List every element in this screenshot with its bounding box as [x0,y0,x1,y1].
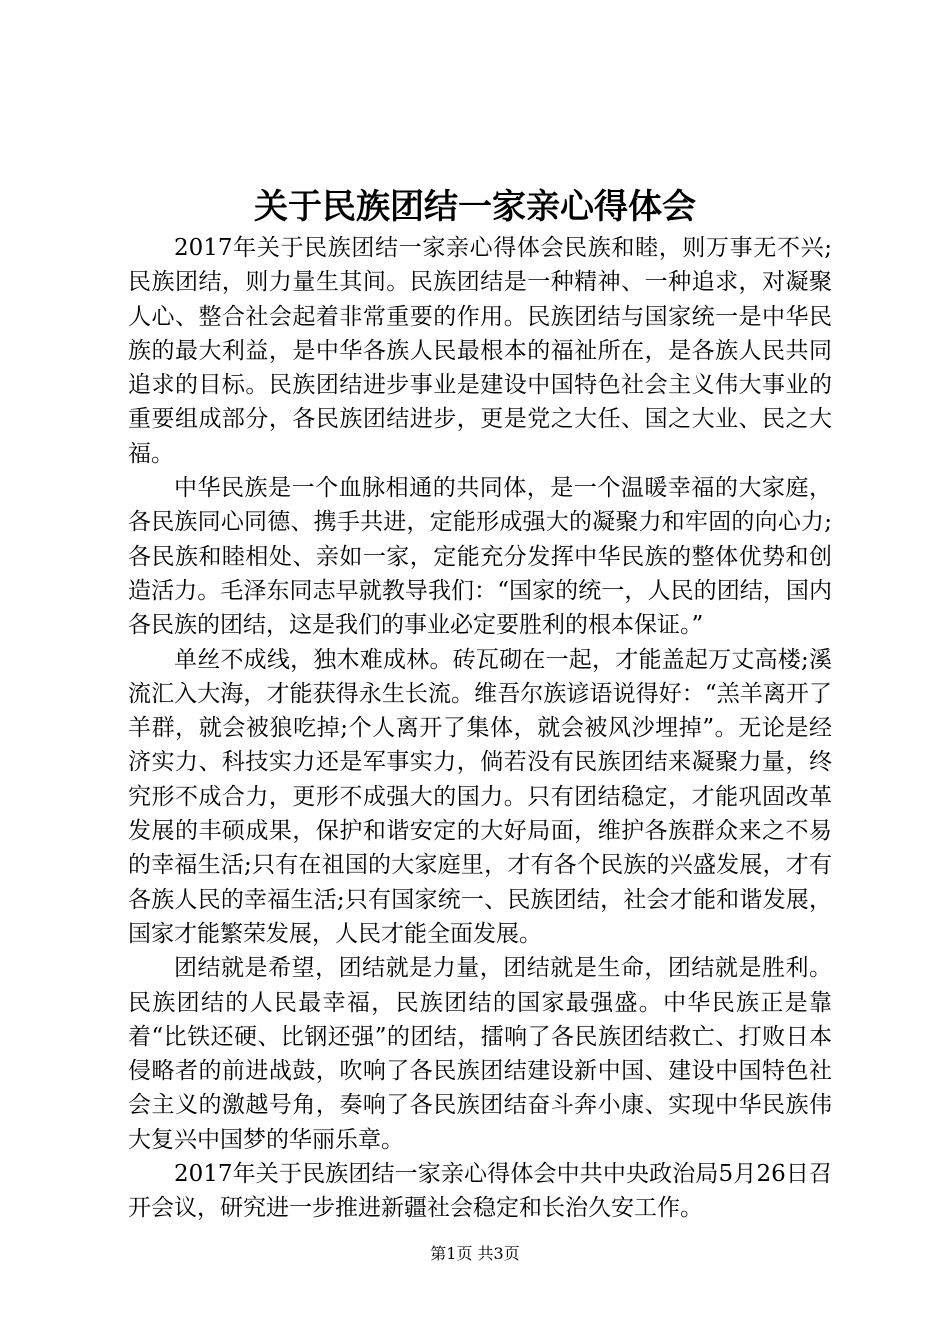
page-number-footer: 第1页 共3页 [430,1244,520,1263]
paragraph-5: 2017年关于民族团结一家亲心得体会中共中央政治局5月26日召开会议，研究进一步推进新疆社会稳定和长治久安工作。 [128,1161,832,1222]
document-title: 关于民族团结一家亲心得体会 [254,187,696,227]
paragraph-2: 中华民族是一个血脉相通的共同体，是一个温暖幸福的大家庭，各民族同心同德、携手共进，定能形成强大的凝聚力和牢固的向心力;各民族和睦相处、亲如一家，定能充分发挥中华民族的整体优势和创造活力。毛泽东同志早就教导我们：“国家的统一，人民的团结，国内各民族的团结，这是我们的事业必定要胜利的根本保证。” [128,475,832,639]
document-body [128,231,832,1226]
paragraph-4: 团结就是希望，团结就是力量，团结就是生命，团结就是胜利。民族团结的人民最幸福，民族团结的国家最强盛。中华民族正是靠着“比铁还硬、比钢还强”的团结，擂响了各民族团结救亡、打败日本侵略者的前进战鼓，吹响了各民族团结建设新中国、建设中国特色社会主义的激越号角，奏响了各民族团结奋斗奔小康、实现中华民族伟大复兴中国梦的华丽乐章。 [128,955,832,1153]
paragraph-3: 单丝不成线，独木难成林。砖瓦砌在一起，才能盖起万丈高楼;溪流汇入大海，才能获得永生长流。维吾尔族谚语说得好：“羔羊离开了羊群，就会被狼吃掉;个人离开了集体，就会被风沙埋掉”。无论是经济实力、科技实力还是军事实力，倘若没有民族团结来凝聚力量，终究形不成合力，更形不成强大的国力。只有团结稳定，才能巩固改革发展的丰硕成果，保护和谐安定的大好局面，维护各族群众来之不易的幸福生活;只有在祖国的大家庭里，才有各个民族的兴盛发展，才有各族人民的幸福生活;只有国家统一、民族团结，社会才能和谐发展，国家才能繁荣发展，人民才能全面发展。 [128,646,832,947]
paragraph-1: 2017年关于民族团结一家亲心得体会民族和睦，则万事无不兴;民族团结，则力量生其间。民族团结是一种精神、一种追求，对凝聚人心、整合社会起着非常重要的作用。民族团结与国家统一是中华民族的最大利益，是中华各族人民最根本的福祉所在，是各族人民共同追求的目标。民族团结进步事业是建设中国特色社会主义伟大事业的重要组成部分，各民族团结进步，更是党之大任、国之大业、民之大福。 [128,235,832,467]
